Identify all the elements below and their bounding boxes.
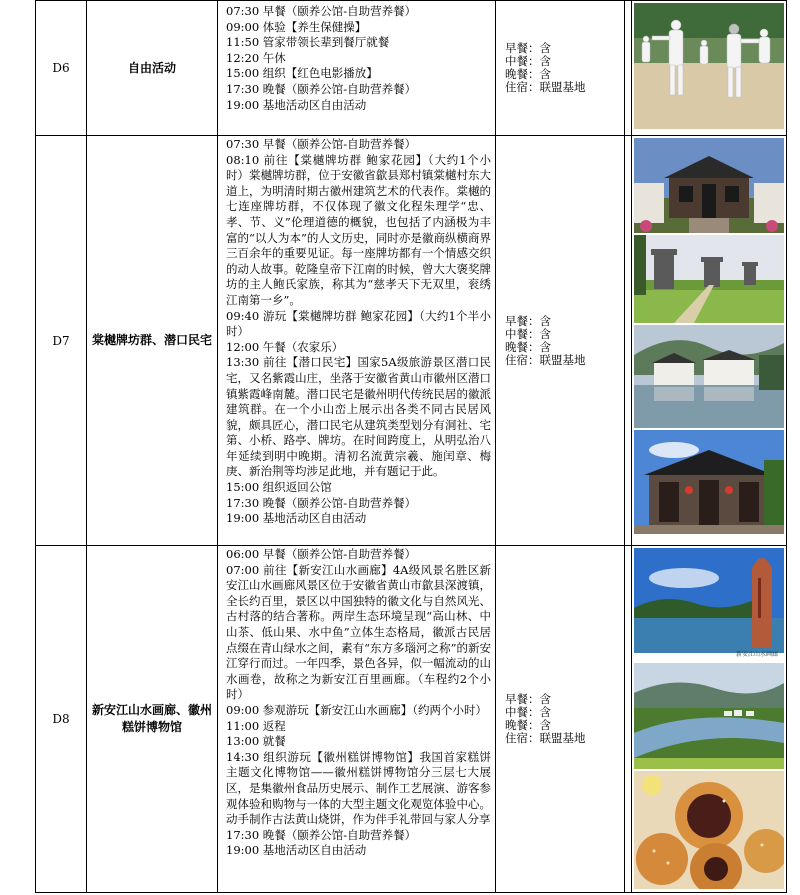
meal-lunch: 中餐：含 <box>505 54 551 68</box>
schedule-line: 07:30 早餐（颐养公馆-自助营养餐） <box>226 137 417 151</box>
schedule-line: 12:20 午休 <box>226 50 286 65</box>
meals-cell <box>496 136 625 546</box>
itinerary-row-d7 <box>36 136 787 546</box>
river-bend-photo <box>634 663 784 769</box>
lodging: 住宿：联盟基地 <box>505 731 586 745</box>
meal-dinner: 晚餐：含 <box>505 339 551 354</box>
schedule-cell <box>218 546 496 893</box>
schedule-line: 12:00 午餐（农家乐） <box>226 339 344 354</box>
schedule-line: 19:00 基地活动区自由活动 <box>226 511 367 526</box>
itinerary-row-d8 <box>36 546 787 893</box>
theme-cell: 自由活动 <box>87 1 218 136</box>
meal-breakfast: 早餐：含 <box>505 692 551 706</box>
village-lake-photo <box>634 325 784 428</box>
theme-cell: 棠樾牌坊群、潜口民宅 <box>87 136 218 546</box>
meal-breakfast: 早餐：含 <box>505 313 551 328</box>
schedule-line: 14:30 组织游玩【徽州糕饼博物馆】我国首家糕饼主题文化博物馆——徽州糕饼博物馆分三层七大展区，是集徽州食品历史展示、制作工艺展演、游客参观体验和购物与一体的大型主题文化观览体验中心。动手制作古法黄山烧饼，作为伴手礼带回与家人分享 <box>226 749 491 827</box>
meal-lunch: 中餐：含 <box>505 326 551 341</box>
schedule-line: 06:00 早餐（颐养公馆-自助营养餐） <box>226 547 417 561</box>
spacer-cell <box>625 1 632 136</box>
day-cell: D7 <box>36 136 87 546</box>
theme-cell: 新安江山水画廊、徽州糕饼博物馆 <box>87 546 218 893</box>
meal-breakfast: 早餐：含 <box>505 41 551 55</box>
itinerary-row-d6 <box>36 1 787 136</box>
meals-cell <box>496 546 625 893</box>
schedule-line: 19:00 基地活动区自由活动 <box>226 97 367 112</box>
pastry-photo <box>634 771 784 889</box>
spacer-cell <box>625 136 632 546</box>
schedule-line: 17:30 晚餐（颐养公馆-自助营养餐） <box>226 827 417 842</box>
schedule-cell <box>218 136 496 546</box>
itinerary-table <box>35 0 787 893</box>
schedule-line: 15:00 组织返回公馆 <box>226 480 332 495</box>
schedule-line: 09:40 游玩【棠樾牌坊群 鲍家花园】（大约1个半小时） <box>226 308 491 339</box>
memorial-arches-photo <box>634 235 784 323</box>
schedule-line: 09:00 体验【养生保健操】 <box>226 19 367 34</box>
meal-dinner: 晚餐：含 <box>505 67 551 81</box>
schedule-line: 07:00 前往【新安江山水画廊】4A级风景名胜区新安江山水画廊风景区位于安徽省黄山市歙县深渡镇，全长约百里，景区以中国独特的徽文化与自然风光、古村落的结合著称。两岸生态环境呈现“高山林、中山茶、低山果、水中鱼”立体生态格局，徽派古民居点缀在青山绿水之间，素有“东方多瑙河之称”的新安江穿行而过。一年四季，景色各异，似一幅流动的山水画卷，故称之为新安江百里画廊。（车程约2个小时） <box>226 562 491 702</box>
schedule-line: 17:30 晚餐（颐养公馆-自助营养餐） <box>226 495 417 510</box>
schedule-line: 11:00 返程 <box>226 718 286 733</box>
schedule-line: 17:30 晚餐（颐养公馆-自助营养餐） <box>226 81 417 96</box>
meal-lunch: 中餐：含 <box>505 705 551 719</box>
lodging: 住宿：联盟基地 <box>505 352 586 367</box>
river-rock-photo <box>634 548 784 661</box>
schedule-line: 13:30 前往【潜口民宅】国家5A级旅游景区潜口民宅，又名紫霞山庄，坐落于安徽省黄山市徽州区潜口镇紫霞峰南麓。潜口民宅是徽州明代传统民居的徽派建筑群。在一个小山峦上展示出各类不同古民居风貌，颇具匠心，潜口民宅从建筑类型划分有洞社、宅第、小桥、路亭、牌坊。在时间跨度上，从明弘治八年延续到明中晚期。清初名流黄宗羲、施闰章、梅庚、新治荆等均涉足此地，并有题记于此。 <box>226 355 491 479</box>
schedule-line: 13:00 就餐 <box>226 734 286 749</box>
meals-cell <box>496 1 625 136</box>
schedule-line: 19:00 基地活动区自由活动 <box>226 843 367 858</box>
photo-caption: 新安江山水画廊 <box>735 651 778 658</box>
photos-cell <box>632 1 787 136</box>
archway-photo <box>634 138 784 233</box>
day-cell: D8 <box>36 546 87 893</box>
schedule-line: 11:50 管家带领长辈到餐厅就餐 <box>226 35 390 50</box>
taichi-photo <box>634 3 784 129</box>
meal-dinner: 晚餐：含 <box>505 718 551 732</box>
day-cell: D6 <box>36 1 87 136</box>
schedule-cell <box>218 1 496 136</box>
photos-cell <box>632 546 787 893</box>
spacer-cell <box>625 546 632 893</box>
photos-cell <box>632 136 787 546</box>
schedule-line: 08:10 前往【棠樾牌坊群 鲍家花园】（大约1个小时）棠樾牌坊群，位于安徽省歙县郑村镇棠樾村东大道上，为明清时期古徽州建筑艺术的代表作。棠樾的七连座牌坊群，不仅体现了徽文化程朱理学“忠、孝、节、义”伦理道德的概貌，也包括了内涵极为丰富的“以人为本”的人文历史，同时亦是徽商纵横商界三百余年的重要见证。每一座牌坊都有一个情感交织的动人故事。乾隆皇帝下江南的时候，曾大大褒奖牌坊的主人鲍氏家族，称其为“慈孝天下无双里，衮绣江南第一乡”。 <box>226 152 491 307</box>
lodging: 住宿：联盟基地 <box>505 80 586 94</box>
schedule-line: 15:00 组织【红色电影播放】 <box>226 66 378 81</box>
ancestral-hall-photo <box>634 430 784 534</box>
schedule-line: 09:00 参观游玩【新安江山水画廊】（约两个小时） <box>226 702 488 717</box>
schedule-line: 07:30 早餐（颐养公馆-自助营养餐） <box>226 4 417 18</box>
